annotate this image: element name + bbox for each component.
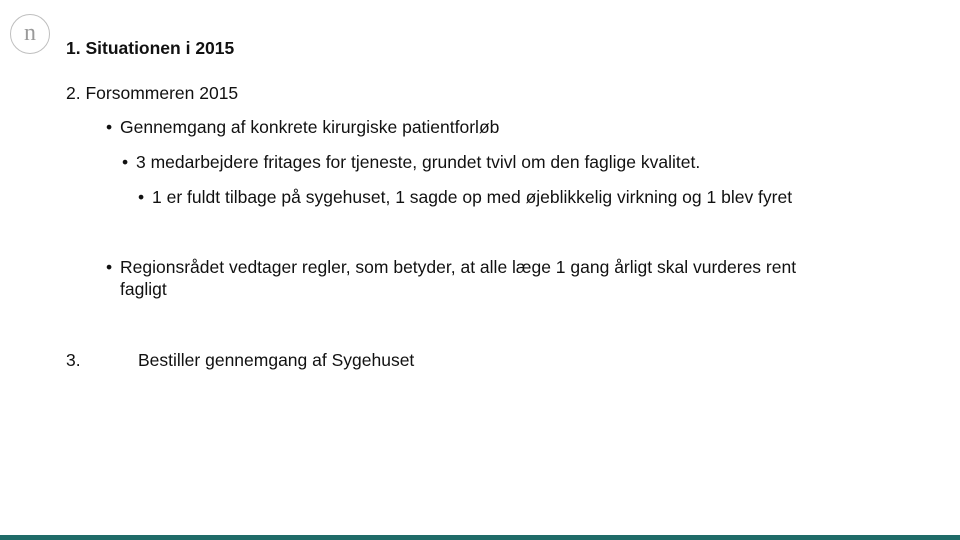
bullet-text: 3 medarbejdere fritages for tjeneste, grundet tvivl om den faglige kvalitet. [136,152,701,172]
bullet-text: 1 er fuldt tilbage på sygehuset, 1 sagde op med øjeblikkelig virkning og 1 blev fyret [152,187,793,207]
bullet-text-continuation: fagligt [120,279,167,299]
item-3-number: 3. [66,350,81,370]
bullet-item-4 [106,256,906,300]
bullet-item-3 [138,186,792,208]
bullet-text: Regionsrådet vedtager regler, som betyder, at alle læge 1 gang årligt skal vurderes rent [120,257,797,277]
bullet-item-2 [122,151,700,173]
heading-forsommeren-2015: 2. Forsommeren 2015 [66,83,239,103]
item-3-text: Bestiller gennemgang af Sygehuset [138,350,415,370]
logo [10,14,50,54]
heading-situation-2015: 1. Situationen i 2015 [66,38,235,58]
bullet-text: Gennemgang af konkrete kirurgiske patientforløb [120,117,500,137]
bullet-marker: • [138,187,145,207]
bottom-bar [0,535,960,540]
bullet-marker: • [106,117,113,137]
bullet-marker: • [122,152,129,172]
bullet-marker: • [106,257,113,277]
bullet-item-1 [106,116,499,138]
logo-mark: n [24,19,36,46]
